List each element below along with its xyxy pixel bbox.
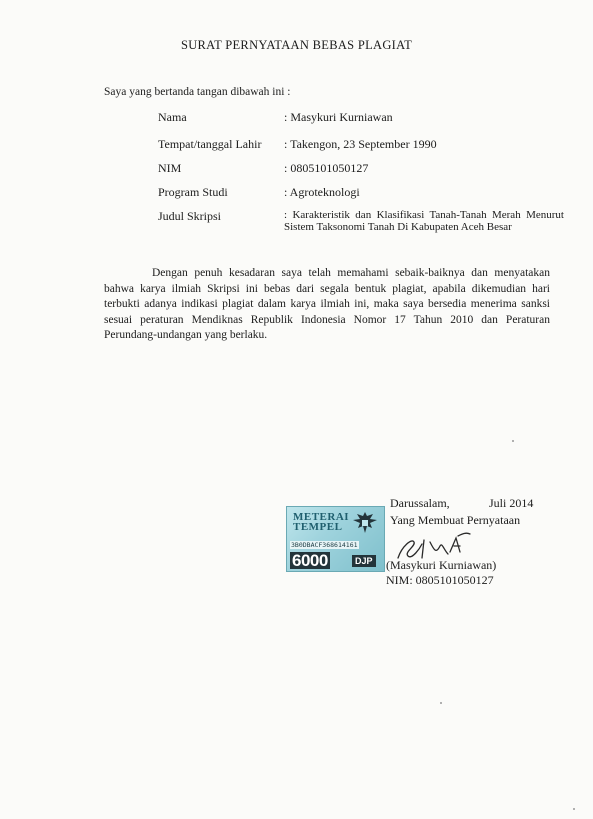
meterai-stamp <box>286 506 385 572</box>
signature-date: Juli 2014 <box>489 496 534 510</box>
garuda-emblem-icon <box>351 509 379 537</box>
stamp-label-line1: METERAI <box>293 511 350 523</box>
document-title: SURAT PERNYATAAN BEBAS PLAGIAT <box>180 38 413 52</box>
field-label: Tempat/tanggal Lahir <box>158 137 262 151</box>
scan-speck <box>573 808 575 810</box>
stamp-label <box>293 512 349 532</box>
signature-place: Darussalam, <box>390 496 450 510</box>
stamp-value: 6000 <box>292 551 328 570</box>
field-label: Judul Skripsi <box>158 209 222 223</box>
signatory-name: (Masykuri Kurniawan) <box>386 558 497 572</box>
field-value: : Masykuri Kurniawan <box>284 110 393 124</box>
signatory-nim: NIM: 0805101050127 <box>386 573 494 587</box>
signature-role: Yang Membuat Pernyataan <box>390 513 521 527</box>
field-label: Nama <box>158 110 187 124</box>
scan-speck <box>512 440 514 442</box>
intro-text: Saya yang bertanda tangan dibawah ini : <box>104 86 291 98</box>
field-label: NIM <box>158 161 182 175</box>
stamp-serial: 3B0DBACF368614161 <box>291 541 358 549</box>
statement-text: Dengan penuh kesadaran saya telah memahami sebaik-baiknya dan menyatakan bahwa karya ilmiah Skripsi ini bebas dari segala bentuk plagiat, apabila dikemudian hari terbukti adanya indikasi plagiat dalam karya ilmiah ini, maka saya bersedia menerima sanksi sesuai peraturan Mendiknas Republik Indonesia Nomor 17 Tahun 2010 dan Peraturan Perundang-undangan yang berlaku. <box>104 267 550 341</box>
scan-speck <box>440 702 442 704</box>
field-value: : Takengon, 23 September 1990 <box>284 137 437 151</box>
field-label: Program Studi <box>158 185 228 199</box>
field-value: : Agroteknologi <box>284 185 360 199</box>
stamp-issuer: DJP <box>352 555 376 567</box>
field-value: : Karakteristik dan Klasifikasi Tanah-Tanah Merah Menurut Sistem Taksonomi Tanah Di Kabupaten Aceh Besar <box>284 209 564 233</box>
stamp-label-line2: TEMPEL <box>293 521 343 533</box>
field-value: : 0805101050127 <box>284 161 369 175</box>
statement-paragraph <box>104 266 550 344</box>
